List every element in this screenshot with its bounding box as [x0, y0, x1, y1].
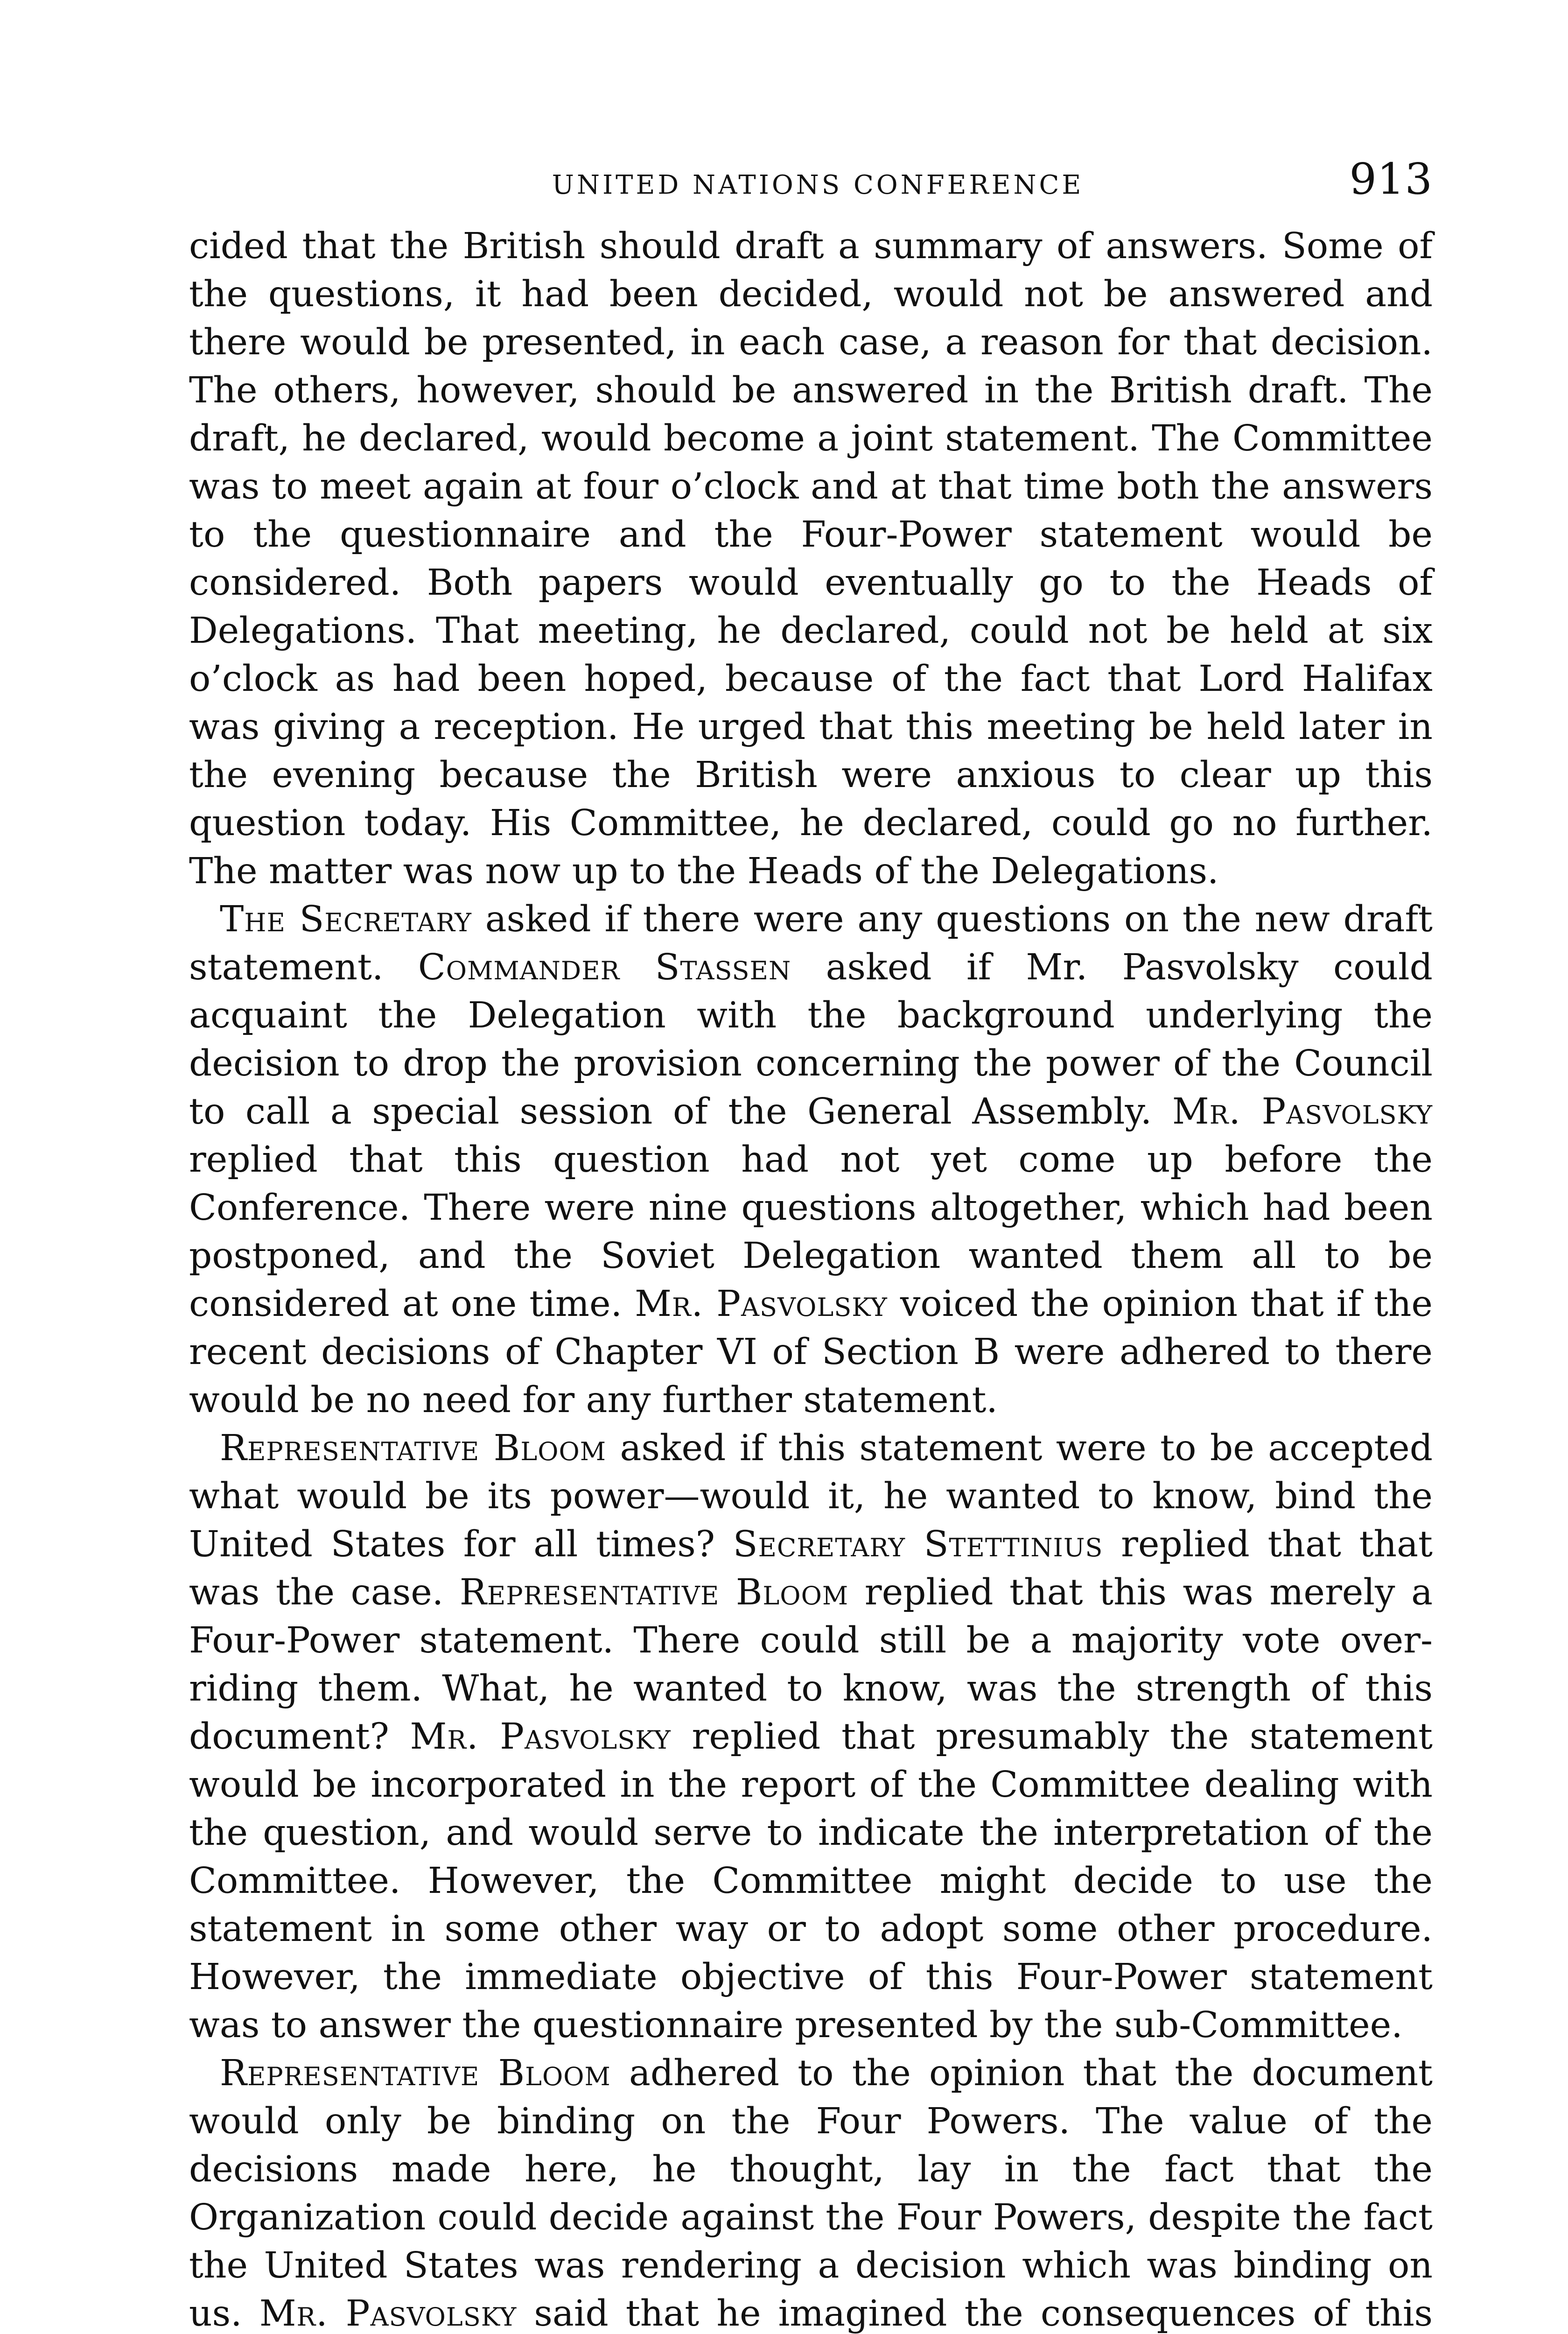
paragraph-text: replied that this was merely a Four-Power statement. There could still be a majority vote over-riding them. What, he wanted to know, was the strength of this document?	[189, 1572, 1433, 1758]
paragraph-text: asked if there were any questions on the new draft statement.	[189, 899, 1433, 988]
paragraph-4	[189, 2049, 1433, 2334]
speaker-name: Representative Bloom	[220, 2053, 611, 2094]
speaker-name: Mr. Pasvolsky	[1172, 1091, 1433, 1132]
speaker-name: Mr. Pasvolsky	[259, 2293, 517, 2334]
paragraph-text: asked if Mr. Pasvolsky could acquaint the Delegation with the background underlying the decision to drop the provision concerning the power of the Council to call a special session of the General Assembly.	[189, 947, 1433, 1132]
paragraph-text: replied that presumably the statement would be incorporated in the report of the Committee dealing with the question, and would serve to indicate the interpretation of the Committee. However, the Committee might decide to use the statement in some other way or to adopt some other procedure. However, the immediate objective of this Four-Power statement was to answer the questionnaire presented by the sub-Committee.	[189, 1716, 1433, 2046]
body-text	[189, 222, 1433, 2334]
paragraph-text: voiced the opinion that if the recent decisions of Chapter VI of Section B were adhered to there would be no need for any further statement.	[189, 1283, 1433, 1421]
paragraph-1: cided that the British should draft a summary of answers. Some of the questions, it had been decided, would not be answered and there would be presented, in each case, a reason for that decision. The others, however, should be answered in the British draft. The draft, he declared, would become a joint statement. The Committee was to meet again at four o’clock and at that time both the answers to the questionnaire and the Four-Power statement would be considered. Both papers would eventually go to the Heads of Delegations. That meeting, he declared, could not be held at six o’clock as had been hoped, because of the fact that Lord Halifax was giving a reception. He urged that this meeting be held later in the evening because the British were anxious to clear up this question today. His Committee, he declared, could go no further. The matter was now up to the Heads of the Delegations.	[189, 225, 1433, 892]
page-number: 913	[1349, 154, 1433, 204]
paragraph-2	[189, 895, 1433, 1424]
paragraph-text: replied that that was the case.	[189, 1524, 1433, 1613]
speaker-name: Representative Bloom	[220, 1427, 607, 1469]
paragraph-text: replied that this question had not yet come up before the Conference. There were nine questions altogether, which had been postponed, and the Soviet Delegation wanted them all to be considered at one time.	[189, 1139, 1433, 1325]
speaker-name: Commander Stassen	[418, 947, 791, 988]
paragraph-3	[189, 1424, 1433, 2049]
speaker-name: Representative Bloom	[459, 1572, 849, 1613]
paragraph-text: said that he imagined the consequences of this	[534, 2293, 1433, 2334]
paragraph-text: adhered to the opinion that the document would only be binding on the Four Powers. The value of the decisions made here, he thought, lay in the fact that the Organization could decide against the Four Powers, despite the fact the United States was rendering a decision which was binding on us.	[189, 2053, 1433, 2334]
paragraph-text: asked if this statement were to be accepted what would be its power—would it, he wanted to know, bind the United States for all times?	[189, 1427, 1433, 1565]
speaker-name: Secretary Stettinius	[733, 1524, 1103, 1565]
speaker-name: Mr. Pasvolsky	[410, 1716, 671, 1758]
speaker-name: The Secretary	[220, 899, 472, 940]
running-title: UNITED NATIONS CONFERENCE	[552, 170, 1084, 200]
speaker-name: Mr. Pasvolsky	[635, 1283, 888, 1325]
document-page	[189, 154, 1433, 2334]
running-head	[189, 154, 1433, 210]
